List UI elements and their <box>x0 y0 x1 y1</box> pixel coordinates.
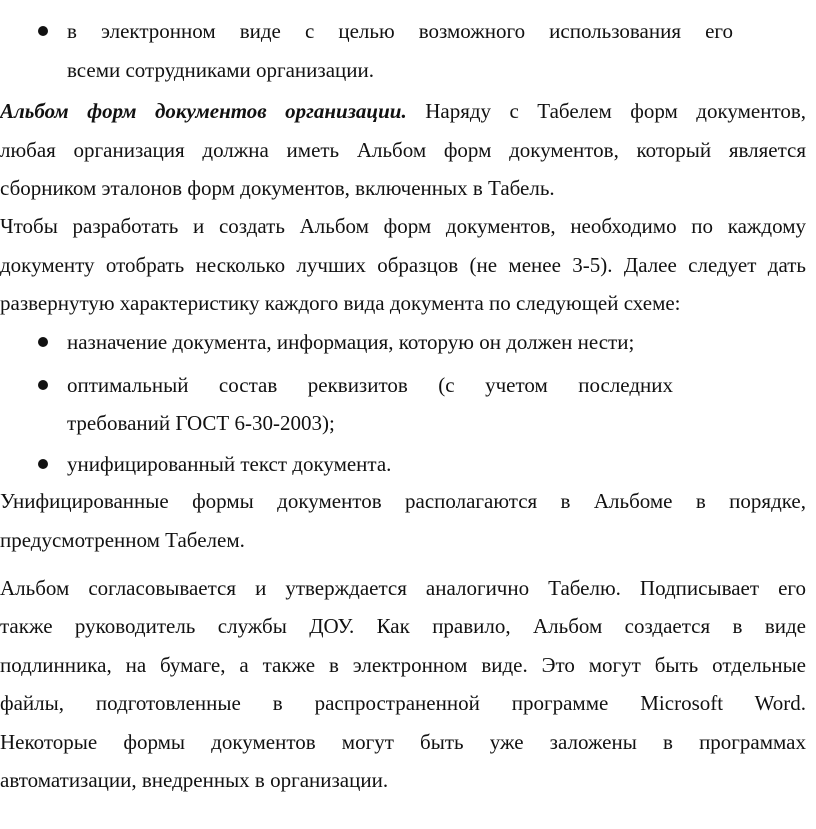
develop-paragraph-line-2: документу отобрать несколько лучших образцов (не менее 3-5). Далее следует дать <box>0 253 806 277</box>
album-paragraph-line-3: сборником эталонов форм документов, включенных в Табель. <box>0 176 555 200</box>
approval-paragraph-line-1: Альбом согласовывается и утверждается аналогично Табелю. Подписывает его <box>0 576 806 600</box>
bullet-marker <box>38 380 48 390</box>
bullet-text-line: унифицированный текст документа. <box>67 452 392 476</box>
bullet-text-line: в электронном виде с целью возможного использования его <box>67 19 733 43</box>
develop-paragraph-line-3: развернутую характеристику каждого вида документа по следующей схеме: <box>0 291 681 315</box>
album-paragraph-line-1 <box>0 98 806 124</box>
approval-paragraph-line-6: автоматизации, внедренных в организации. <box>0 768 389 792</box>
album-paragraph-line-2: любая организация должна иметь Альбом форм документов, который является <box>0 138 806 162</box>
approval-paragraph-line-3: подлинника, на бумаге, а также в электронном виде. Это могут быть отдельные <box>0 653 806 677</box>
approval-paragraph-line-2: также руководитель службы ДОУ. Как правило, Альбом создается в виде <box>0 614 806 638</box>
album-heading: Альбом форм документов организации. <box>0 99 407 123</box>
bullet-text-line: оптимальный состав реквизитов (с учетом последних <box>67 373 673 397</box>
unified-paragraph-line-2: предусмотренном Табелем. <box>0 528 245 552</box>
approval-paragraph-line-4: файлы, подготовленные в распространенной программе Microsoft Word. <box>0 691 806 715</box>
bullet-marker <box>38 337 48 347</box>
bullet-marker <box>38 459 48 469</box>
approval-paragraph-line-5: Некоторые формы документов могут быть уже заложены в программах <box>0 730 806 754</box>
album-paragraph-text: Наряду с Табелем форм документов, <box>425 99 807 123</box>
develop-paragraph-line-1: Чтобы разработать и создать Альбом форм документов, необходимо по каждому <box>0 214 806 238</box>
bullet-text-line: требований ГОСТ 6-30-2003); <box>67 411 335 435</box>
bullet-text-line: всеми сотрудниками организации. <box>67 58 374 82</box>
bullet-marker <box>38 26 48 36</box>
bullet-text-line: назначение документа, информация, которую он должен нести; <box>67 330 635 354</box>
unified-paragraph-line-1: Унифицированные формы документов располагаются в Альбоме в порядке, <box>0 489 806 513</box>
